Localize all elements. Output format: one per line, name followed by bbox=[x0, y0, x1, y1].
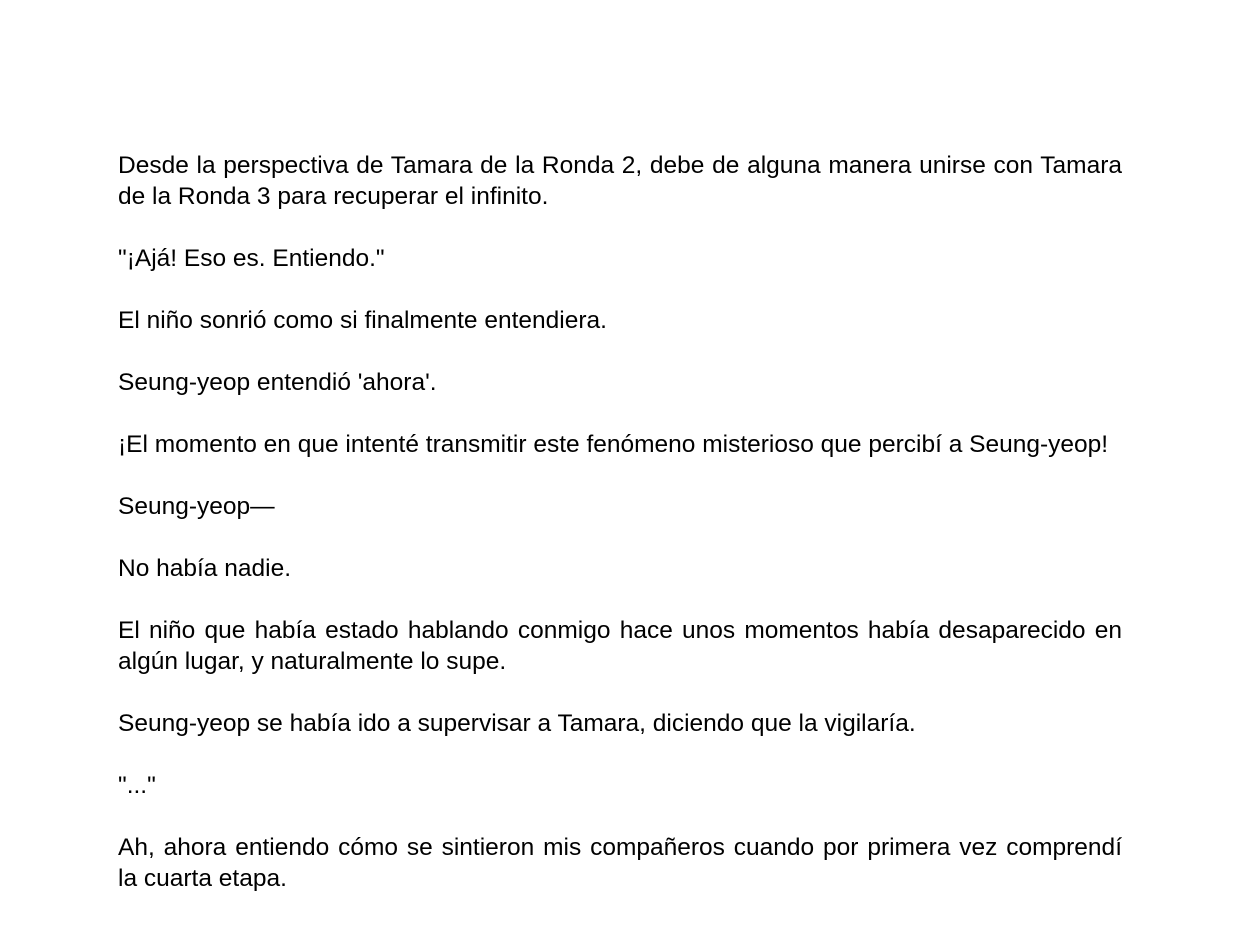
paragraph-11: Ah, ahora entiendo cómo se sintieron mis compañeros cuando por primera vez comprendí la cuarta etapa. bbox=[118, 834, 1122, 892]
document-page bbox=[118, 150, 1122, 894]
paragraph-3: El niño sonrió como si finalmente entendiera. bbox=[118, 307, 607, 334]
paragraph-5: ¡El momento en que intenté transmitir este fenómeno misterioso que percibí a Seung-yeop! bbox=[118, 431, 1109, 458]
paragraph-7: No había nadie. bbox=[118, 555, 291, 582]
paragraph-9: Seung-yeop se había ido a supervisar a Tamara, diciendo que la vigilaría. bbox=[118, 710, 916, 737]
paragraph-4: Seung-yeop entendió 'ahora'. bbox=[118, 369, 437, 396]
paragraph-8: El niño que había estado hablando conmigo hace unos momentos había desaparecido en algún lugar, y naturalmente lo supe. bbox=[118, 617, 1122, 675]
paragraph-1: Desde la perspectiva de Tamara de la Ronda 2, debe de alguna manera unirse con Tamara de la Ronda 3 para recuperar el infinito. bbox=[118, 152, 1122, 210]
paragraph-6: Seung-yeop— bbox=[118, 493, 275, 520]
paragraph-2: "¡Ajá! Eso es. Entiendo." bbox=[118, 245, 385, 272]
paragraph-10: "..." bbox=[118, 772, 156, 799]
